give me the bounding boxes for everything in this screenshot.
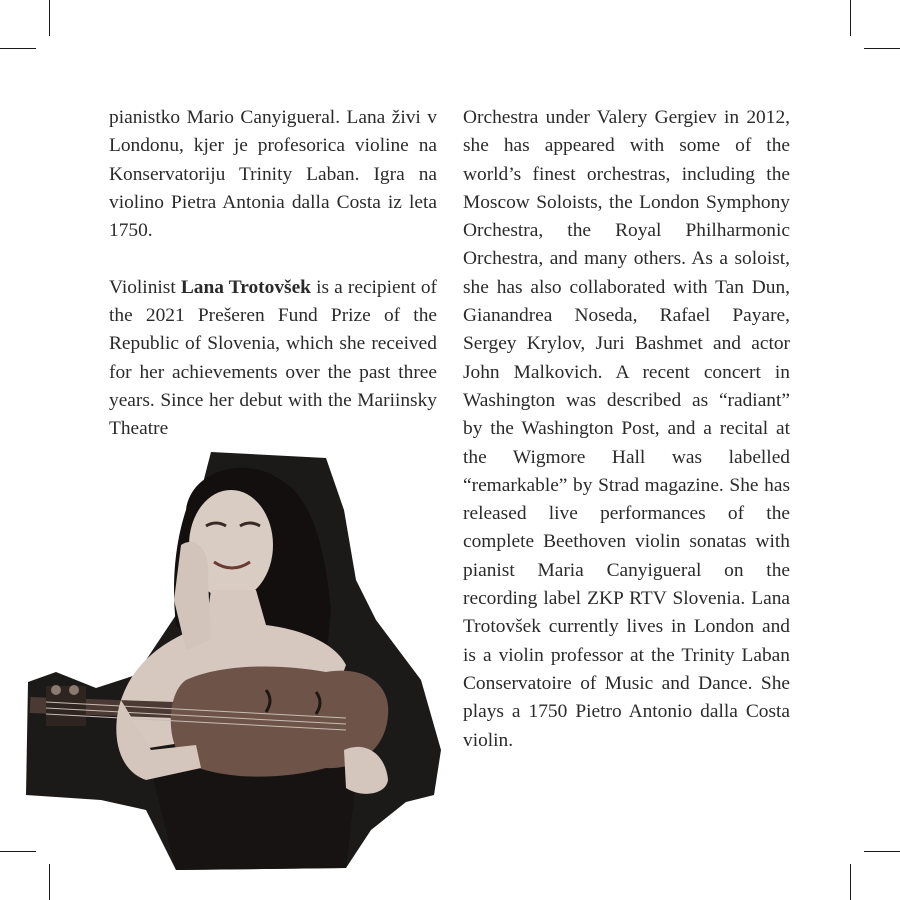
artist-name: Lana Trotovšek	[180, 276, 311, 298]
paragraph-spacer	[109, 245, 437, 273]
bio-intro: Violinist	[109, 276, 176, 298]
crop-mark-top-right-vertical	[850, 0, 851, 36]
crop-mark-bottom-right-horizontal	[864, 851, 900, 852]
english-bio-paragraph	[109, 274, 437, 444]
crop-mark-top-right-horizontal	[864, 48, 900, 49]
violin-peg-icon	[69, 685, 79, 695]
slovenian-paragraph: pianistko Mario Canyigueral. Lana živi v Londonu, kjer je profesorica violine na Konservatoriju Trinity Laban. Igra na violino Pietra Antonia dalla Costa iz leta 1750.	[109, 107, 437, 242]
crop-mark-top-left-horizontal	[0, 48, 36, 49]
violin-peg-icon	[51, 685, 61, 695]
violinist-photo	[26, 450, 446, 872]
crop-mark-top-left-vertical	[49, 0, 50, 36]
bio-text: is a recipient of the 2021 Prešeren Fund Prize of the Republic of Slovenia, which she received for her achievements over the past three years. Since her debut with the Mariinsky Theatre	[109, 276, 437, 440]
left-text-column	[109, 104, 437, 444]
crop-mark-bottom-right-vertical	[850, 864, 851, 900]
right-text-column	[463, 104, 790, 755]
bio-continuation-paragraph: Orchestra under Valery Gergiev in 2012, she has appeared with some of the world’s finest orchestras, including the Moscow Soloists, the London Symphony Orchestra, the Royal Philharmonic Orchestra, and many others. As a soloist, she has also collaborated with Tan Dun, Gianandrea Noseda, Rafael Payare, Sergey Krylov, Juri Bashmet and actor John Malkovich. A recent concert in Washington was described as “radiant” by the Washington Post, and a recital at the Wigmore Hall was labelled “remarkable” by Strad magazine. She has released live performances of the complete Beethoven violin sonatas with pianist Maria Canyigueral on the recording label ZKP RTV Slovenia. Lana Trotovšek currently lives in London and is a violin professor at the Trinity Laban Conservatoire of Music and Dance. She plays a 1750 Pietro Antonio dalla Costa violin.	[463, 107, 790, 751]
